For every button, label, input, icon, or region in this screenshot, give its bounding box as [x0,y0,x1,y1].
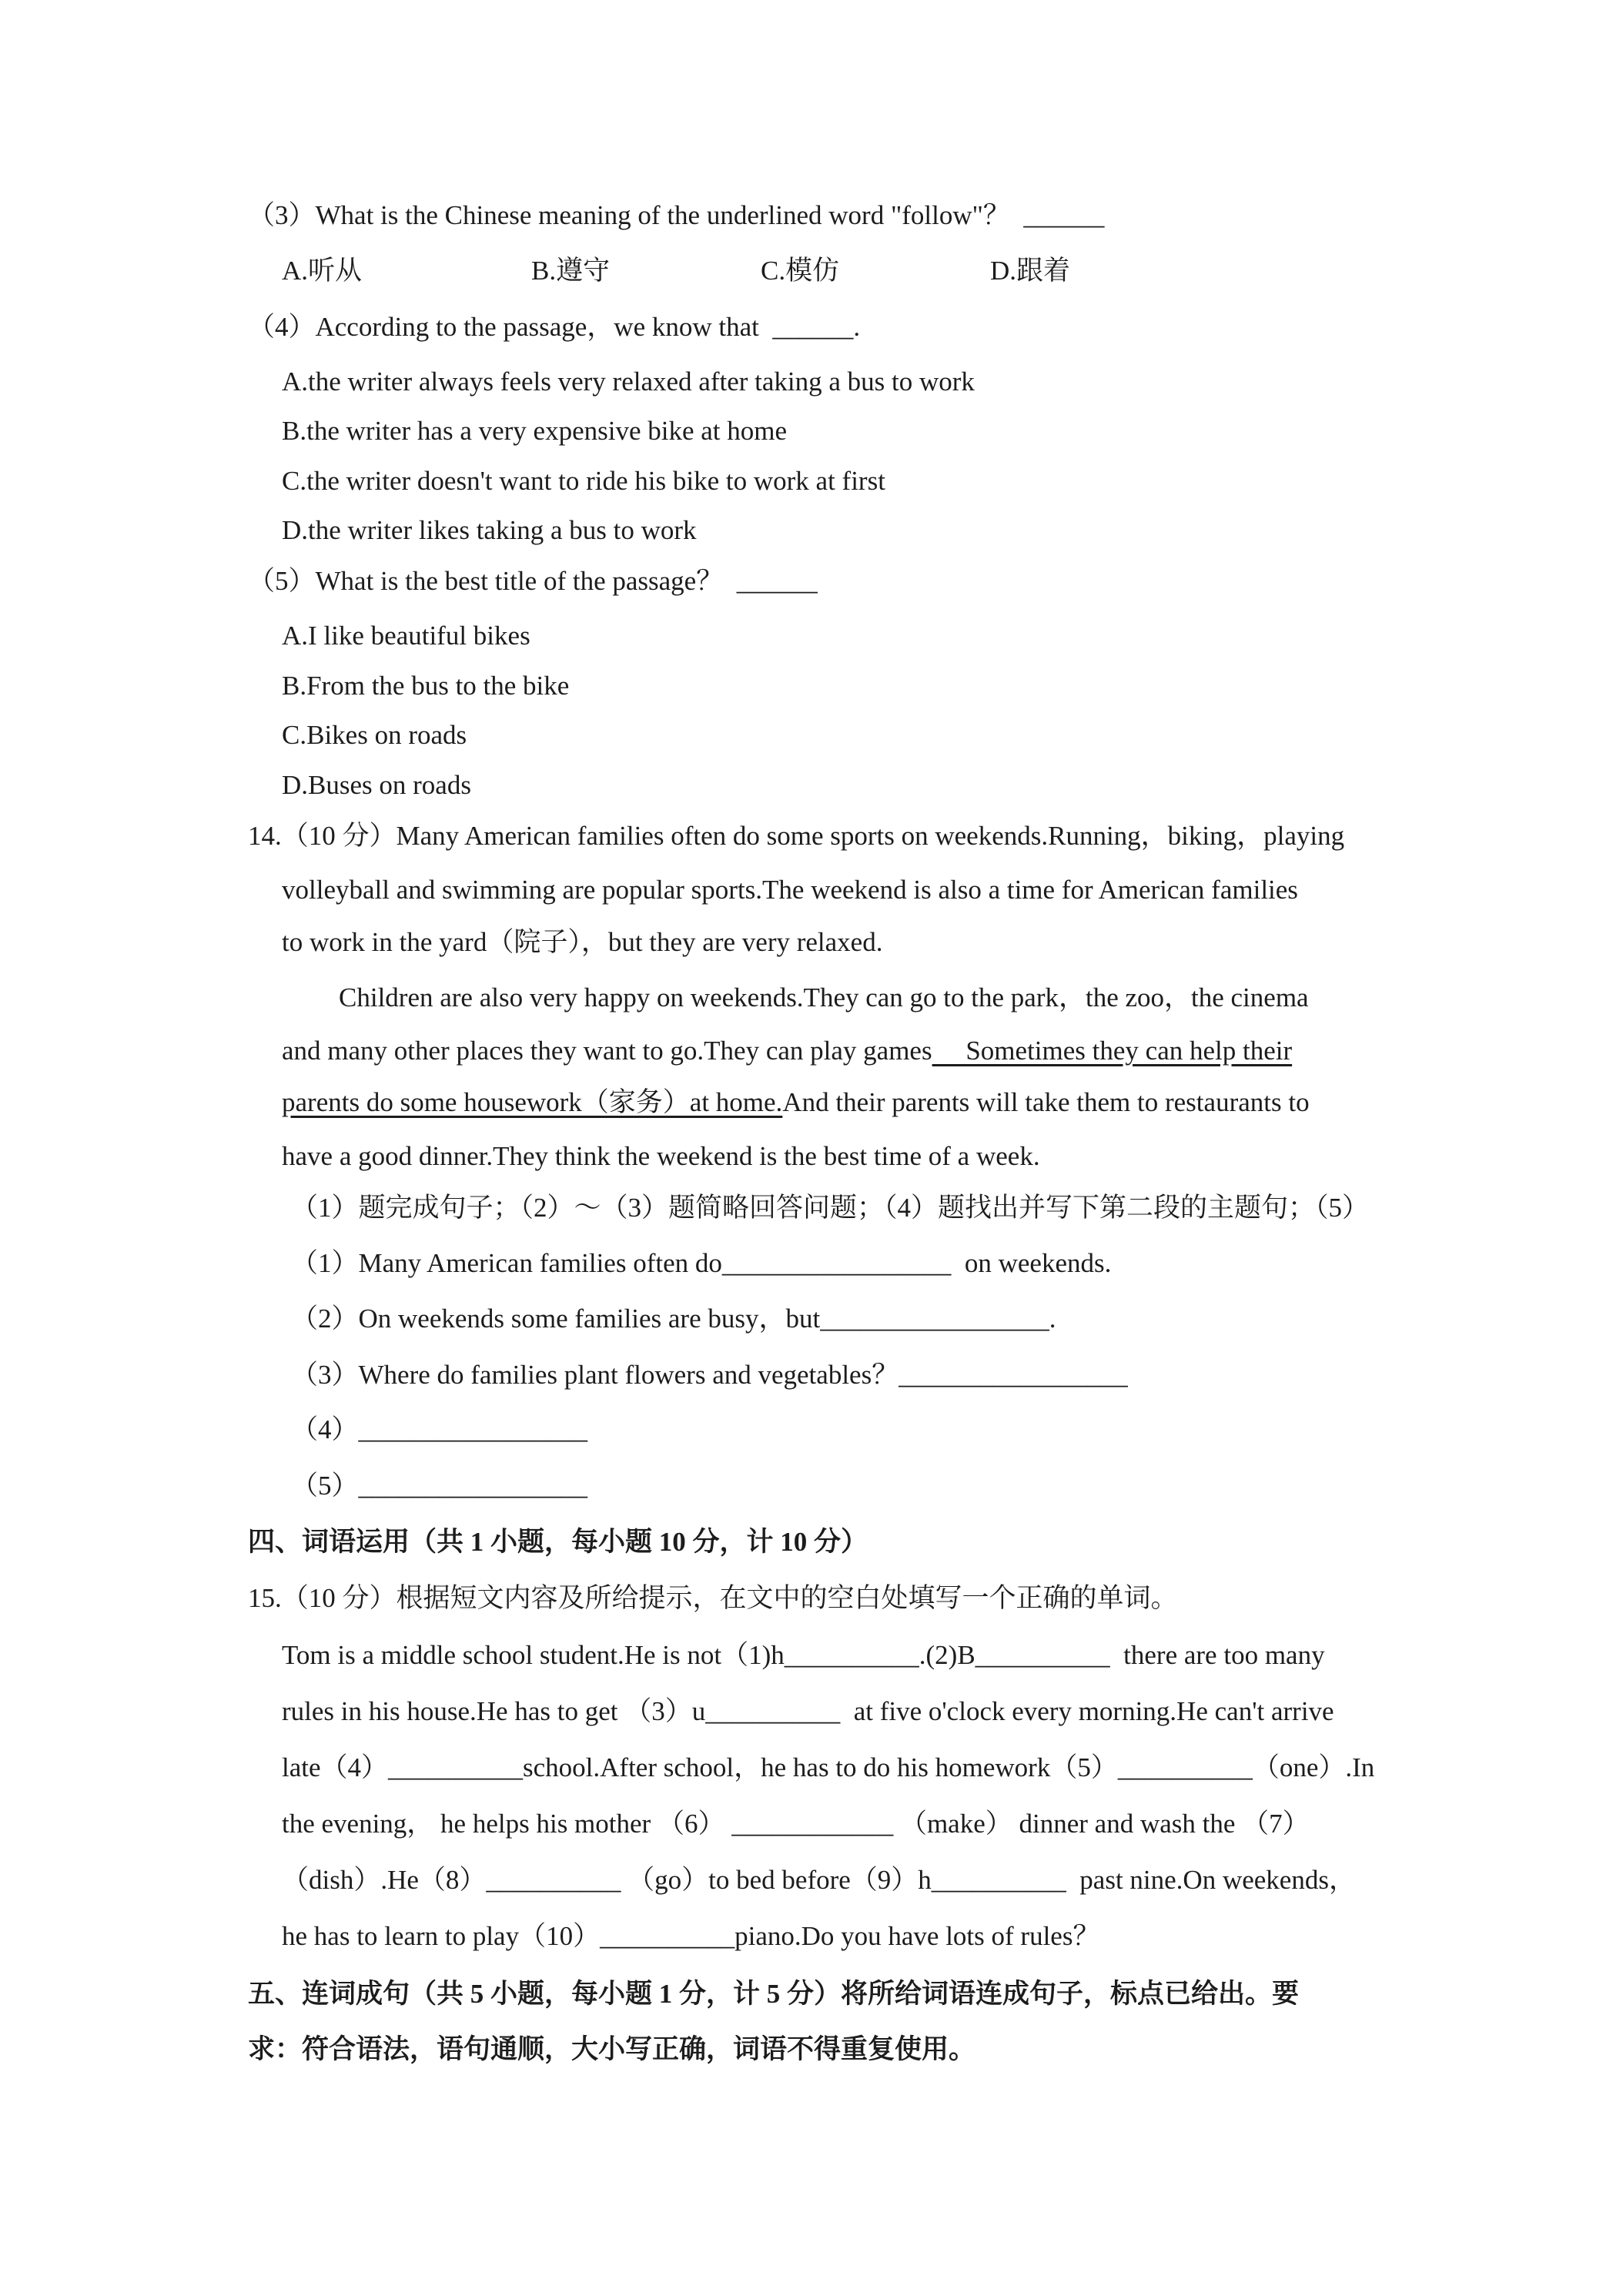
underlined-topic-sentence-part-2: parents do some housework（家务）at home. [282,1087,783,1117]
question-13-3-option-a: A.听从 [282,256,363,286]
section-4-heading: 四、词语运用（共 1 小题，每小题 10 分，计 10 分） [248,1527,868,1557]
question-14-2: （2）On weekends some families are busy，but_________________. [291,1304,1056,1334]
question-14-passage-line-7: have a good dinner.They think the weekend is the best time of a week. [282,1141,1040,1171]
question-13-3-stem: （3）What is the Chinese meaning of the underlined word "follow"？ ______ [248,200,1105,230]
question-15-stem: 15.（10 分）根据短文内容及所给提示，在文中的空白处填写一个正确的单词。 [248,1583,1178,1613]
passage-line-5-text: and many other places they want to go.They can play games [282,1036,932,1066]
question-15-passage-line-2: rules in his house.He has to get （3）u__________ at five o'clock every morning.He can't arrive [282,1696,1334,1726]
question-13-3-option-b: B.遵守 [531,256,611,286]
question-14-instructions: （1）题完成句子；（2）～（3）题简略回答问题；（4）题找出并写下第二段的主题句；（5） [291,1193,1370,1223]
question-15-passage-line-4: the evening， he helps his mother （6） ____________ （make） dinner and wash the （7） [282,1809,1310,1839]
question-14-passage-line-3: to work in the yard（院子），but they are very relaxed. [282,927,883,957]
question-13-4-option-c: C.the writer doesn't want to ride his bike to work at first [282,466,885,496]
question-13-4-option-d: D.the writer likes taking a bus to work [282,515,697,545]
question-13-5-stem: （5）What is the best title of the passage？ ______ [248,566,818,596]
question-13-4-option-a: A.the writer always feels very relaxed after taking a bus to work [282,366,975,397]
question-15-passage-line-6: he has to learn to play（10）__________piano.Do you have lots of rules？ [282,1921,1100,1951]
question-13-5-option-c: C.Bikes on roads [282,720,467,750]
question-14-passage-line-1: 14.（10 分）Many American families often do some sports on weekends.Running，biking，playing [248,821,1345,851]
passage-line-6-text: And their parents will take them to restaurants to [782,1087,1310,1117]
question-15-passage-line-3: late（4）__________school.After school，he has to do his homework（5）__________（one）.In [282,1752,1375,1782]
question-13-3-option-d: D.跟着 [990,256,1071,286]
question-13-4-stem: （4）According to the passage，we know that ______. [248,312,861,342]
question-15-passage-line-5: （dish）.He（8）__________ （go）to bed before（9）h__________ past nine.On weekends， [282,1865,1356,1895]
question-14-3: （3）Where do families plant flowers and vegetables？_________________ [291,1360,1128,1390]
question-13-5-option-a: A.I like beautiful bikes [282,621,530,651]
question-14-passage-line-4: Children are also very happy on weekends.They can go to the park，the zoo，the cinema [339,982,1309,1012]
question-14-passage-line-2: volleyball and swimming are popular sports.The weekend is also a time for American families [282,875,1298,905]
question-13-5-option-b: B.From the bus to the bike [282,671,570,701]
question-14-5: （5）_________________ [291,1471,588,1501]
question-13-4-option-b: B.the writer has a very expensive bike at home [282,416,788,446]
question-13-3-option-c: C.模仿 [761,256,840,286]
section-5-heading-line-1: 五、连词成句（共 5 小题，每小题 1 分，计 5 分）将所给词语连成句子，标点已给出。要 [248,1979,1300,2009]
question-14-1: （1）Many American families often do_________________ on weekends. [291,1248,1112,1278]
question-15-passage-line-1: Tom is a middle school student.He is not（1)h__________.(2)B__________ there are too many [282,1640,1325,1670]
question-14-passage-line-6 [282,1086,1310,1120]
question-14-4: （4）_________________ [291,1414,588,1444]
question-14-passage-line-5 [282,1034,1292,1068]
question-13-5-option-d: D.Buses on roads [282,770,471,800]
underlined-topic-sentence-part-1: Sometimes they can help their [932,1036,1293,1066]
section-5-heading-line-2: 求：符合语法，语句通顺，大小写正确，词语不得重复使用。 [248,2034,976,2064]
